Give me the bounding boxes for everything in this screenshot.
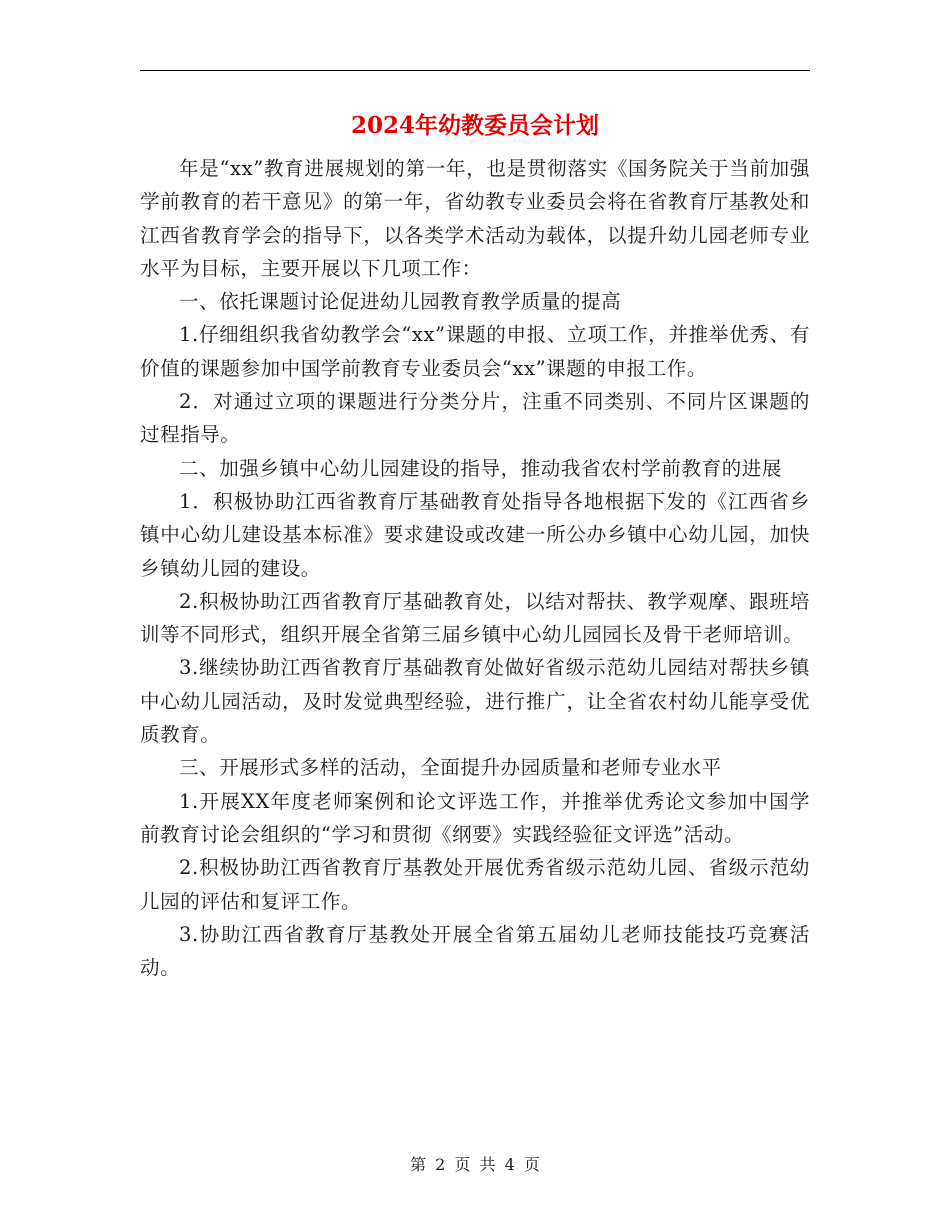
paragraph: 2．对通过立项的课题进行分类分片，注重不同类别、不同片区课题的过程指导。 bbox=[140, 390, 810, 447]
paragraph: 2.积极协助江西省教育厅基教处开展优秀省级示范幼儿园、省级示范幼儿园的评估和复评工作。 bbox=[140, 856, 810, 913]
document-title: 2024年幼教委员会计划 bbox=[350, 112, 599, 139]
section-heading-3: 三、开展形式多样的活动，全面提升办园质量和老师专业水平 bbox=[179, 756, 722, 780]
section-heading-2: 二、加强乡镇中心幼儿园建设的指导，推动我省农村学前教育的进展 bbox=[179, 456, 783, 480]
paragraph: 1.仔细组织我省幼教学会“xx”课题的申报、立项工作，并推举优秀、有价值的课题参加中国学前教育专业委员会“xx”课题的申报工作。 bbox=[140, 323, 810, 380]
paragraph: 1．积极协助江西省教育厅基础教育处指导各地根据下发的《江西省乡镇中心幼儿建设基本标准》要求建设或改建一所公办乡镇中心幼儿园，加快乡镇幼儿园的建设。 bbox=[140, 489, 810, 580]
header-rule bbox=[140, 70, 810, 71]
paragraph-intro: 年是“xx”教育进展规划的第一年，也是贯彻落实《国务院关于当前加强学前教育的若干意见》的第一年，省幼教专业委员会将在省教育厅基教处和江西省教育学会的指导下，以各类学术活动为载体，以提升幼儿园老师专业水平为目标，主要开展以下几项工作： bbox=[140, 157, 810, 280]
paragraph: 3.继续协助江西省教育厅基础教育处做好省级示范幼儿园结对帮扶乡镇中心幼儿园活动，及时发觉典型经验，进行推广，让全省农村幼儿能享受优质教育。 bbox=[140, 656, 810, 747]
document-body bbox=[140, 152, 810, 984]
paragraph: 3.协助江西省教育厅基教处开展全省第五届幼儿老师技能技巧竞赛活动。 bbox=[140, 922, 810, 980]
page-number: 第 2 页 共 4 页 bbox=[410, 1155, 540, 1174]
paragraph: 2.积极协助江西省教育厅基础教育处，以结对帮扶、教学观摩、跟班培训等不同形式，组织开展全省第三届乡镇中心幼儿园园长及骨干老师培训。 bbox=[140, 589, 810, 647]
section-heading-1: 一、依托课题讨论促进幼儿园教育教学质量的提高 bbox=[179, 290, 622, 314]
paragraph: 1.开展XX年度老师案例和论文评选工作，并推举优秀论文参加中国学前教育讨论会组织的“学习和贯彻《纲要》实践经验征文评选”活动。 bbox=[140, 789, 810, 846]
